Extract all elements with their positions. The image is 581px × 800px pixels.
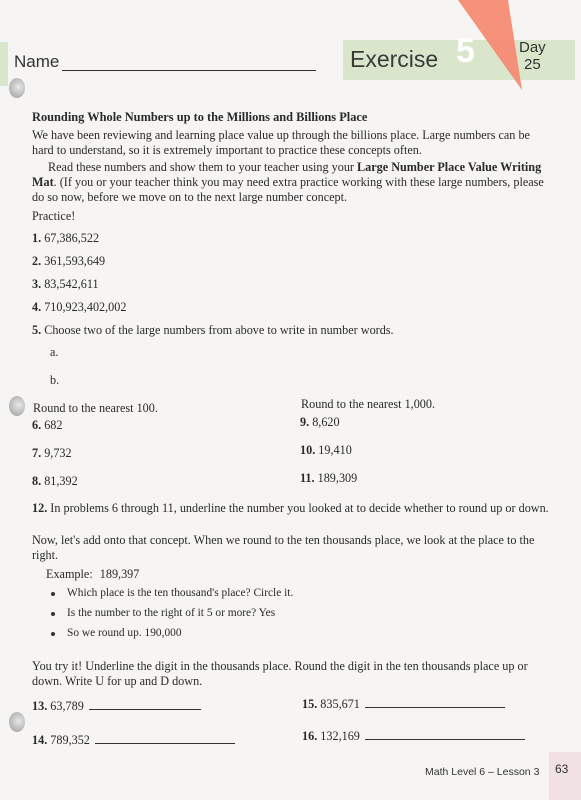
try-item <box>302 697 505 712</box>
try-item <box>302 729 525 744</box>
answer-blank[interactable] <box>95 743 235 744</box>
answer-a-label[interactable]: a. <box>50 345 59 359</box>
round-item <box>300 471 357 486</box>
answer-blank[interactable] <box>365 707 505 708</box>
practice-label: Practice! <box>32 209 76 223</box>
item-value: 8,620 <box>312 415 340 429</box>
item-value: 67,386,522 <box>44 231 100 245</box>
item-value: 63,789 <box>50 699 84 713</box>
round-item <box>32 446 72 461</box>
section-title: Rounding Whole Numbers up to the Millions and Billions Place <box>32 110 368 124</box>
question-12 <box>32 501 552 516</box>
name-label: Name <box>14 52 60 71</box>
bullet-dot <box>51 632 55 636</box>
ten-thousands-intro: Now, let's add onto that concept. When we round to the ten thousands place, we look at the place to the right. <box>32 533 535 562</box>
item-value: 9,732 <box>44 446 72 460</box>
item-value: 710,923,402,002 <box>44 300 127 314</box>
item-value: 189,309 <box>317 471 358 485</box>
bullet-dot <box>51 592 55 596</box>
round-item <box>300 443 352 458</box>
question-text: Choose two of the large numbers from above to write in number words. <box>44 323 394 337</box>
hole-punch <box>9 396 25 416</box>
day-label <box>519 39 546 73</box>
example-label: Example: <box>46 567 93 581</box>
question-5 <box>32 323 394 338</box>
answer-b-label[interactable]: b. <box>50 373 60 387</box>
practice-item <box>32 300 126 315</box>
item-value: 83,542,611 <box>44 277 99 291</box>
item-value: 789,352 <box>50 733 90 747</box>
page-corner-tab <box>549 752 581 800</box>
practice-item <box>32 277 99 292</box>
page-number: 63 <box>555 762 569 776</box>
round-1000-label: Round to the nearest 1,000. <box>301 397 436 411</box>
example-bullet: So we round up. 190,000 <box>67 627 182 639</box>
item-number: 4. <box>32 300 42 314</box>
hole-punch <box>9 712 25 732</box>
item-number: 11. <box>300 471 315 485</box>
item-number: 13. <box>32 699 48 713</box>
item-number: 16. <box>302 729 318 743</box>
practice-item <box>32 231 99 246</box>
answer-blank[interactable] <box>89 709 201 710</box>
item-value: 81,392 <box>44 474 78 488</box>
item-number: 1. <box>32 231 42 245</box>
item-value: 19,410 <box>318 443 352 457</box>
item-number: 7. <box>32 446 42 460</box>
name-line[interactable] <box>62 70 316 71</box>
example-bullet: Is the number to the right of it 5 or more? Yes <box>67 607 276 619</box>
try-item <box>32 699 201 714</box>
question-text: In problems 6 through 11, underline the number you looked at to decide whether to round up or down. <box>50 501 549 515</box>
bullet-dot <box>51 612 55 616</box>
footer-course: Math Level 6 – Lesson 3 <box>425 766 540 778</box>
round-item <box>32 418 62 433</box>
item-number: 15. <box>302 697 318 711</box>
intro-p2-start: Read these numbers and show them to your teacher using your <box>48 160 358 174</box>
place-value-mat-name: Large Number Place Value Writing Mat <box>32 160 542 189</box>
item-number: 10. <box>300 443 316 457</box>
item-value: 835,671 <box>320 697 360 711</box>
example-bullet: Which place is the ten thousand's place? Circle it. <box>67 587 294 599</box>
exercise-number: 5 <box>456 32 475 70</box>
item-number: 3. <box>32 277 42 291</box>
green-tab-marker <box>0 42 8 86</box>
item-number: 8. <box>32 474 42 488</box>
exercise-label: Exercise <box>350 46 439 72</box>
round-item <box>32 474 78 489</box>
item-number: 9. <box>300 415 310 429</box>
intro-paragraph-2 <box>32 160 557 205</box>
hole-punch <box>9 78 25 98</box>
round-100-label: Round to the nearest 100. <box>33 401 158 415</box>
intro-paragraph-1: We have been reviewing and learning place value up through the billions place. Large numbers can be hard to understand, so it is extremely important to practice these concepts often. <box>32 128 530 157</box>
example-line <box>46 567 139 582</box>
try-it-instructions: You try it! Underline the digit in the thousands place. Round the digit in the ten thousands place up or down. Write U for up and D down. <box>32 659 528 688</box>
day-text: Day <box>519 39 546 56</box>
item-value: 361,593,649 <box>44 254 106 268</box>
item-value: 682 <box>44 418 63 432</box>
item-number: 2. <box>32 254 42 268</box>
practice-item <box>32 254 105 269</box>
example-value: 189,397 <box>99 567 140 581</box>
item-value: 132,169 <box>320 729 360 743</box>
round-item <box>300 415 340 430</box>
item-number: 5. <box>32 323 42 337</box>
item-number: 14. <box>32 733 48 747</box>
item-number: 6. <box>32 418 42 432</box>
item-number: 12. <box>32 501 48 515</box>
answer-blank[interactable] <box>365 739 525 740</box>
day-number: 25 <box>524 56 541 73</box>
intro-p2-end: . (If you or your teacher think you may need extra practice working with these large numbers, please do so now, before we move on to the next large number concept. <box>32 175 544 204</box>
try-item <box>32 733 235 748</box>
